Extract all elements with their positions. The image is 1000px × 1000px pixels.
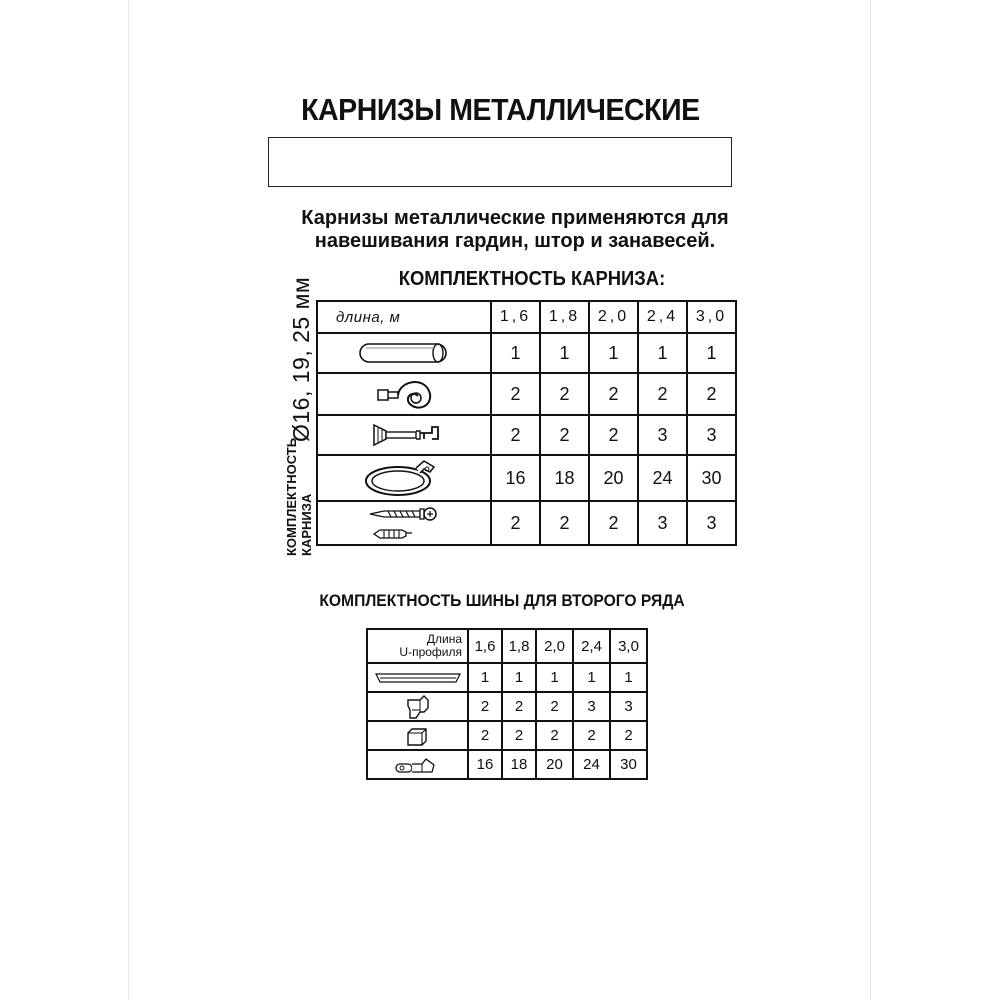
end-cap-icon <box>398 725 438 747</box>
value-cell: 2 <box>589 501 638 545</box>
length-header: 1,8 <box>502 629 536 663</box>
value-cell: 3 <box>687 415 736 455</box>
value-cell: 2 <box>638 373 687 415</box>
table-row <box>317 455 736 501</box>
value-cell: 1 <box>540 333 589 373</box>
table-row <box>367 692 647 721</box>
length-header: 2,4 <box>573 629 610 663</box>
description-line-1: Карнизы металлические применяются для <box>301 207 729 229</box>
value-cell: 24 <box>573 750 610 779</box>
value-cell: 2 <box>491 373 540 415</box>
value-cell: 2 <box>540 501 589 545</box>
rod-icon-cell <box>317 333 491 373</box>
length-header: 3,0 <box>687 301 736 333</box>
table-row <box>367 721 647 750</box>
description <box>0 207 1000 253</box>
value-cell: 2 <box>540 415 589 455</box>
value-cell: 1 <box>502 663 536 692</box>
description-line-2: навешивания гардин, штор и занавесей. <box>314 230 716 252</box>
value-cell: 2 <box>536 721 573 750</box>
value-cell: 16 <box>468 750 502 779</box>
finial-icon-cell <box>317 373 491 415</box>
value-cell: 1 <box>687 333 736 373</box>
length-header: 3,0 <box>610 629 647 663</box>
length-header: 2,4 <box>638 301 687 333</box>
page-title: КАРНИЗЫ МЕТАЛЛИЧЕСКИЕ <box>301 92 700 127</box>
value-cell: 2 <box>610 721 647 750</box>
value-cell: 2 <box>589 373 638 415</box>
table-row <box>317 333 736 373</box>
value-cell: 18 <box>540 455 589 501</box>
length-header: 2,0 <box>536 629 573 663</box>
value-cell: 3 <box>638 501 687 545</box>
value-cell: 18 <box>502 750 536 779</box>
value-cell: 2 <box>491 415 540 455</box>
u-profile-length-label-line-1: Длина <box>426 632 462 646</box>
side-label-line-2: КАРНИЗА <box>299 493 314 556</box>
bracket-icon <box>354 419 454 451</box>
value-cell: 2 <box>536 692 573 721</box>
finial-icon <box>354 374 454 414</box>
value-cell: 1 <box>573 663 610 692</box>
ring-icon <box>354 457 454 499</box>
page-edge-left <box>128 0 129 1000</box>
value-cell: 1 <box>589 333 638 373</box>
table-row <box>367 750 647 779</box>
length-header: 2,0 <box>589 301 638 333</box>
holder-icon-cell <box>367 692 468 721</box>
value-cell: 3 <box>573 692 610 721</box>
u-profile-length-label <box>367 629 468 663</box>
length-header: 1,6 <box>491 301 540 333</box>
bracket-icon-cell <box>317 415 491 455</box>
value-cell: 20 <box>589 455 638 501</box>
value-cell: 1 <box>610 663 647 692</box>
name-box <box>268 137 732 187</box>
length-label: длина, м <box>317 301 491 333</box>
value-cell: 2 <box>468 721 502 750</box>
value-cell: 20 <box>536 750 573 779</box>
value-cell: 2 <box>540 373 589 415</box>
value-cell: 24 <box>638 455 687 501</box>
u-profile-icon <box>372 669 464 687</box>
value-cell: 2 <box>502 721 536 750</box>
second-row-kit-table <box>366 628 648 780</box>
holder-icon <box>398 694 438 720</box>
value-cell: 1 <box>468 663 502 692</box>
main-kit-heading: КОМПЛЕКТНОСТЬ КАРНИЗА: <box>398 268 666 290</box>
table-row <box>317 501 736 545</box>
length-header: 1,6 <box>468 629 502 663</box>
value-cell: 1 <box>491 333 540 373</box>
value-cell: 16 <box>491 455 540 501</box>
side-label-line-1: КОМПЛЕКТНОСТЬ <box>284 437 299 556</box>
main-kit-table <box>316 300 737 546</box>
value-cell: 2 <box>491 501 540 545</box>
screw-dowel-icon-cell <box>317 501 491 545</box>
value-cell: 30 <box>610 750 647 779</box>
value-cell: 1 <box>638 333 687 373</box>
hook-runner-icon-cell <box>367 750 468 779</box>
value-cell: 2 <box>573 721 610 750</box>
hook-runner-icon <box>392 755 444 775</box>
screw-dowel-icon <box>354 502 454 544</box>
value-cell: 2 <box>468 692 502 721</box>
table-row <box>367 663 647 692</box>
value-cell: 2 <box>687 373 736 415</box>
value-cell: 3 <box>610 692 647 721</box>
end-cap-icon-cell <box>367 721 468 750</box>
value-cell: 2 <box>589 415 638 455</box>
table-header-row <box>317 301 736 333</box>
table-row <box>317 373 736 415</box>
diameter-label: Ø16, 19, 25 мм <box>288 276 314 442</box>
second-row-kit-heading: КОМПЛЕКТНОСТЬ ШИНЫ ДЛЯ ВТОРОГО РЯДА <box>319 591 685 610</box>
value-cell: 1 <box>536 663 573 692</box>
ring-icon-cell <box>317 455 491 501</box>
value-cell: 3 <box>638 415 687 455</box>
table-header-row <box>367 629 647 663</box>
length-header: 1,8 <box>540 301 589 333</box>
value-cell: 2 <box>502 692 536 721</box>
table-row <box>317 415 736 455</box>
page-edge-right <box>870 0 871 1000</box>
rod-icon <box>354 337 454 369</box>
value-cell: 3 <box>687 501 736 545</box>
value-cell: 30 <box>687 455 736 501</box>
u-profile-length-label-line-2: U-профиля <box>399 645 462 659</box>
u-profile-icon-cell <box>367 663 468 692</box>
